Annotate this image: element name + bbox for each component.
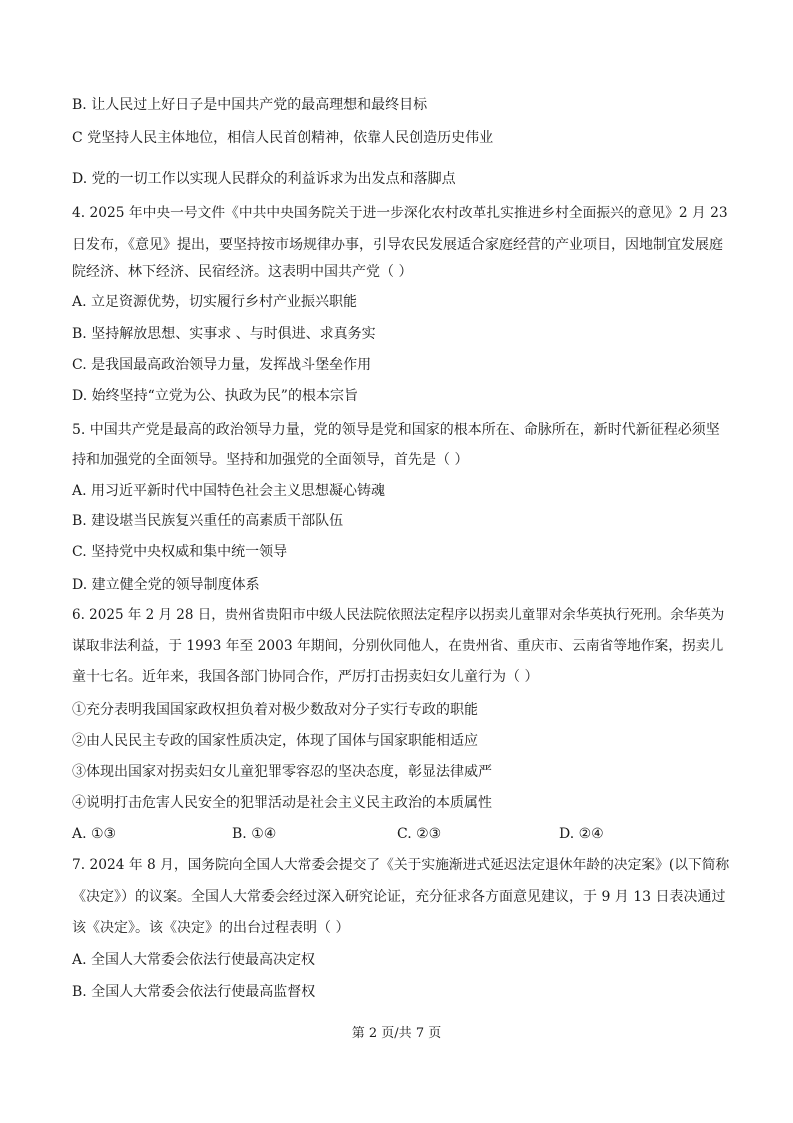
q4-option-b: B. 坚持解放思想、实事求 、与时俱进、求真务实 [72,326,376,342]
q3-option-c: C 党坚持人民主体地位，相信人民首创精神，依靠人民创造历史伟业 [72,130,494,146]
q6-option-b: B. ①④ [232,826,277,842]
page-footer: 第 2 页/共 7 页 [351,1026,442,1041]
q5-option-b: B. 建设堪当民族复兴重任的高素质干部队伍 [72,513,344,529]
q4-option-d: D. 始终坚持“立党为公、执政为民”的根本宗旨 [72,388,358,404]
q5-option-d: D. 建立健全党的领导制度体系 [72,577,260,593]
q4-stem-line-2: 日发布，《意见》提出，要坚持按市场规律办事，引导农民发展适合家庭经营的产业项目，因地制宜发展庭 [72,237,723,253]
q5-option-a: A. 用习近平新时代中国特色社会主义思想凝心铸魂 [72,483,386,499]
q7-stem-line-3: 该《决定》。该《决定》的出台过程表明（ ） [72,920,350,936]
q4-stem-line-1: 4. 2025 年中央一号文件《中共中央国务院关于进一步深化农村改革扎实推进乡村全面振兴的意见》2 月 23 [72,205,728,221]
q6-option-c: C. ②③ [397,826,442,842]
q6-options [72,824,732,844]
q7-stem-line-2: 《决定》）的议案。全国人大常委会经过深入研究论证，充分征求各方面意见建议，于 9 月 13 日表决通过 [72,889,726,905]
q5-stem-line-1: 5. 中国共产党是最高的政治领导力量，党的领导是党和国家的根本所在、命脉所在，新时代新征程必须坚 [72,422,720,438]
q4-stem-line-3: 院经济、林下经济、民宿经济。这表明中国共产党（ ） [72,264,413,280]
q3-option-b: B. 让人民过上好日子是中国共产党的最高理想和最终目标 [72,97,428,113]
q6-stem-line-3: 童十七名。近年来，我国各部门协同合作，严厉打击拐卖妇女儿童行为（ ） [72,669,539,685]
q6-option-a: A. ①③ [72,826,117,842]
q5-stem-line-2: 持和加强党的全面领导。坚持和加强党的全面领导，首先是（ ） [72,452,469,468]
q6-statement-1: ①充分表明我国国家政权担负着对极少数敌对分子实行专政的职能 [72,702,478,718]
q4-option-a: A. 立足资源优势，切实履行乡村产业振兴职能 [72,294,358,310]
q6-stem-line-2: 谋取非法利益，于 1993 年至 2003 年期间，分别伙同他人，在贵州省、重庆市、云南省等地作案，拐卖儿 [72,638,724,654]
q7-stem-line-1: 7. 2024 年 8 月，国务院向全国人大常委会提交了《关于实施渐进式延迟法定退休年龄的决定案》(以下简称 [72,857,730,873]
q6-statement-3: ③体现出国家对拐卖妇女儿童犯罪零容忍的坚决态度，彰显法律威严 [72,764,492,780]
q5-option-c: C. 坚持党中央权威和集中统一领导 [72,544,288,560]
q4-option-c: C. 是我国最高政治领导力量，发挥战斗堡垒作用 [72,357,372,373]
q3-option-d: D. 党的一切工作以实现人民群众的利益诉求为出发点和落脚点 [72,171,456,187]
q6-statement-4: ④说明打击危害人民安全的犯罪活动是社会主义民主政治的本质属性 [72,795,492,811]
q6-statement-2: ②由人民民主专政的国家性质决定，体现了国体与国家职能相适应 [72,733,478,749]
q7-option-a: A. 全国人大常委会依法行使最高决定权 [72,952,316,968]
q6-stem-line-1: 6. 2025 年 2 月 28 日，贵州省贵阳市中级人民法院依照法定程序以拐卖儿童罪对余华英执行死刑。余华英为 [72,607,725,623]
q7-option-b: B. 全国人大常委会依法行使最高监督权 [72,984,316,1000]
q6-option-d: D. ②④ [559,826,604,842]
